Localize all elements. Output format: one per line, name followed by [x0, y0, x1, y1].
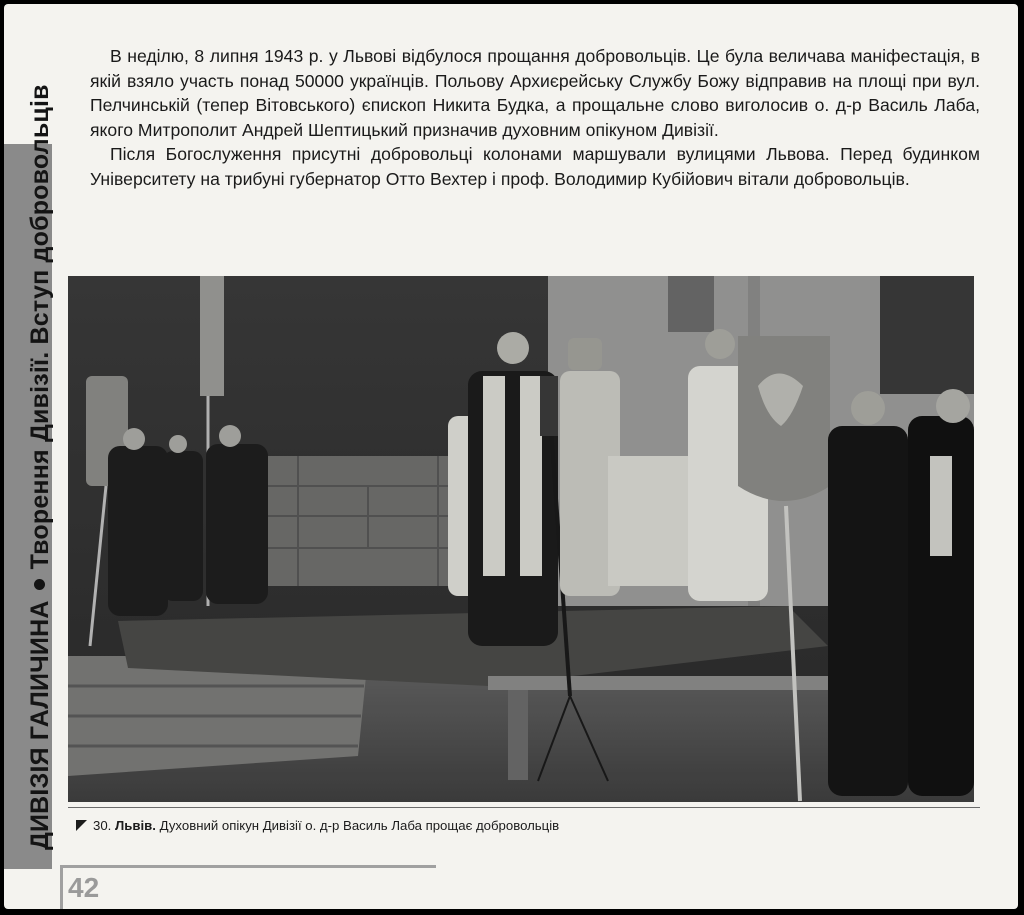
photo-illustration [68, 276, 974, 802]
paragraph-1: В неділю, 8 липня 1943 р. у Львові відбулося прощання добровольців. Це була величава маніфестація, в якій взяло участь понад 50000 українців. Польову Архиєрейську Службу Божу відправив на площі при вул. Пелчинській (тепер Вітовського) єпископ Никита Будка, а прощальне слово виголосив о. д-р Василь Лаба, якого Митрополит Андрей Шептицький призначив духовним опікуном Дивізії. [90, 46, 980, 140]
archival-photo [68, 276, 974, 802]
book-page [4, 4, 1018, 909]
caption-rule [68, 807, 980, 808]
caption-marker-icon [76, 820, 87, 831]
figure-caption [76, 819, 559, 832]
footer-rule-vertical [60, 865, 63, 909]
figure-place: Львів. [115, 818, 156, 833]
running-head-part2: Творення Дивізії. Вступ добровольців [26, 84, 54, 570]
paragraph-2: Після Богослуження присутні добровольці колонами маршували вулицями Львова. Перед будинком Університету на трибуні губернатор Отто Вехтер і проф. Володимир Кубійович вітали добровольців. [90, 144, 980, 189]
running-head-part1: ДИВІЗІЯ ГАЛИЧИНА [26, 600, 54, 850]
figure-number: 30. [93, 818, 112, 833]
footer-rule [60, 865, 436, 868]
bullet-icon [34, 579, 45, 590]
running-head [28, 84, 53, 850]
article-text [90, 44, 980, 192]
page-number: 42 [68, 872, 100, 903]
figure-text: Духовний опікун Дивізії о. д-р Василь Лаба прощає добровольців [159, 818, 560, 833]
